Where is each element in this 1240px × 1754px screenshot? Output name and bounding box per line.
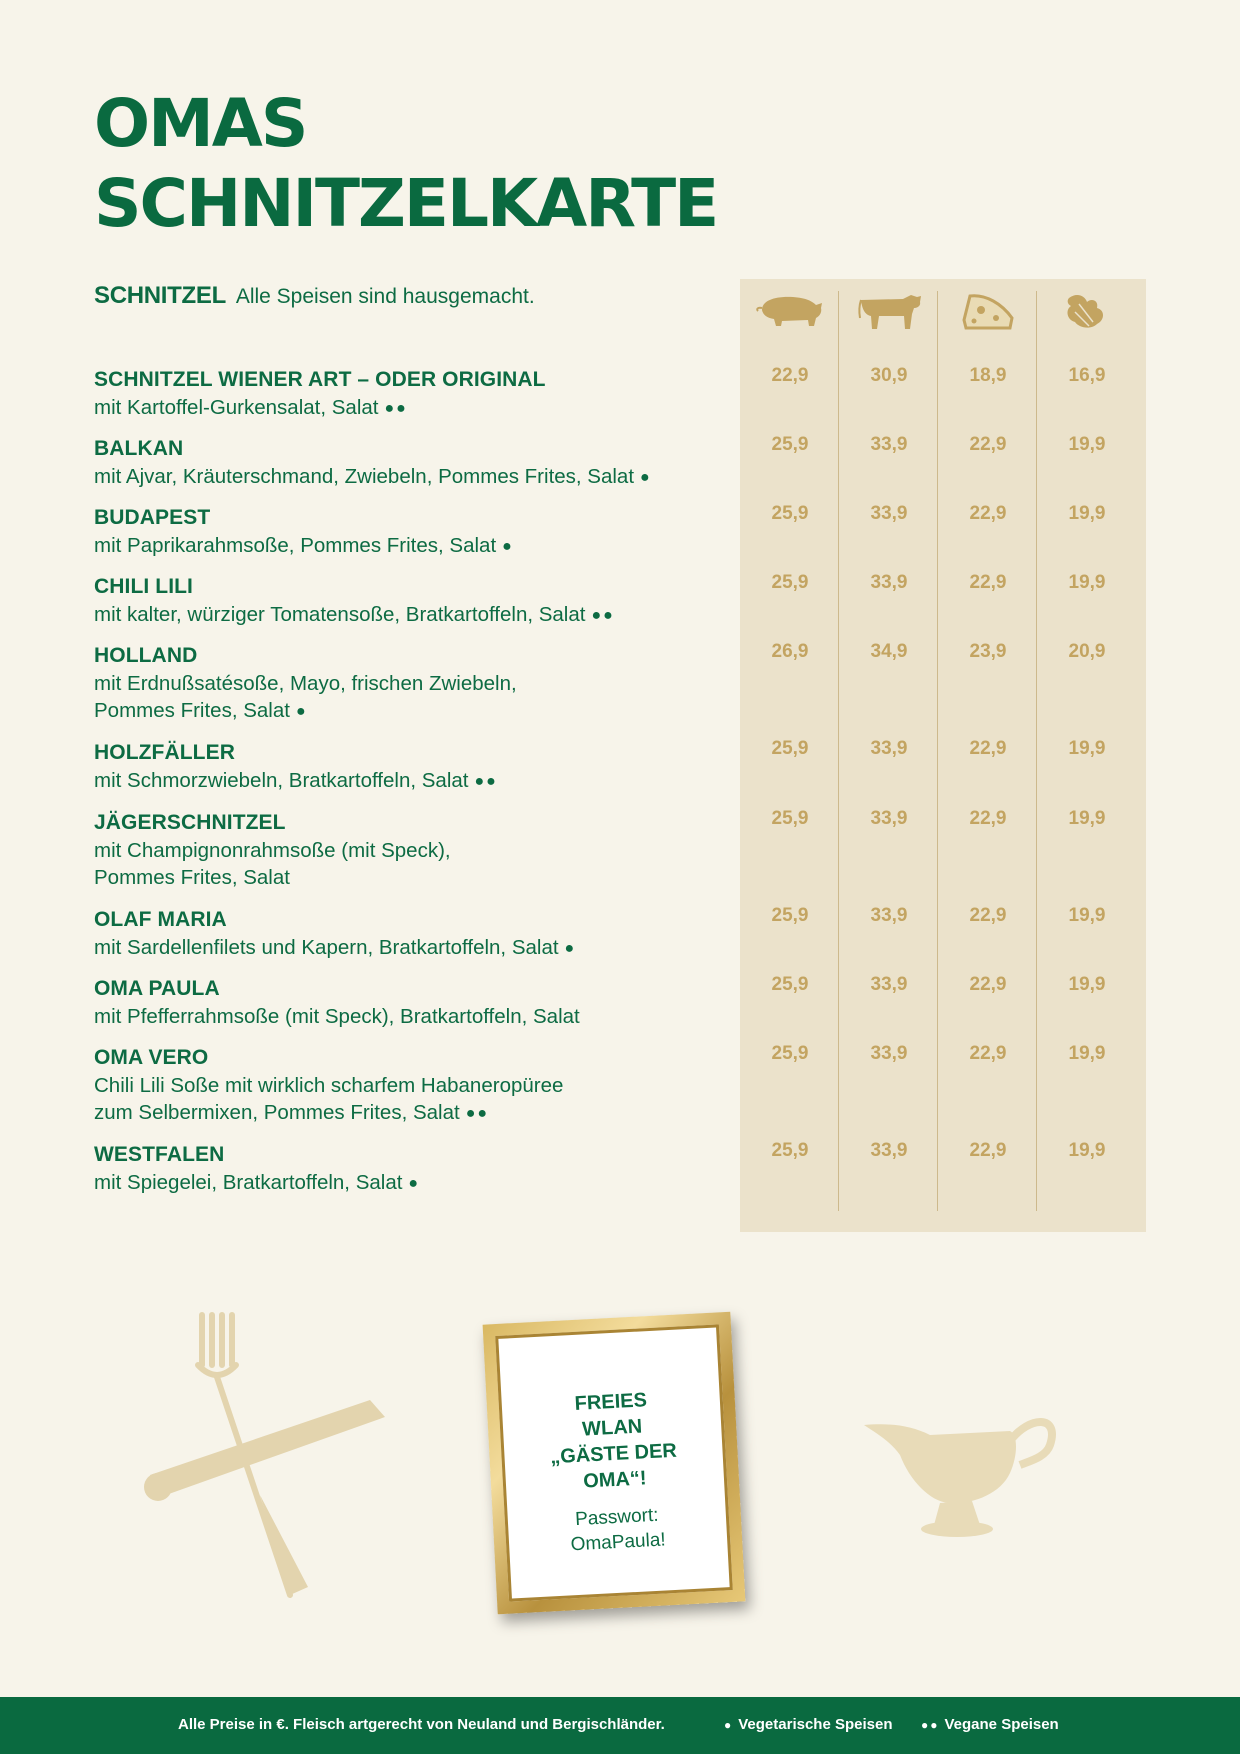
section-header <box>94 282 535 310</box>
price-vegan: 19,9 <box>1068 434 1106 455</box>
menu-item <box>94 573 734 629</box>
menu-item-name: OLAF MARIA <box>94 908 227 931</box>
legend-vegetarian <box>724 1716 893 1733</box>
price-pork: 25,9 <box>771 905 809 926</box>
menu-item-name: SCHNITZEL WIENER ART – ODER ORIGINAL <box>94 368 546 391</box>
price-row <box>740 808 1146 836</box>
menu-item-description <box>94 1169 734 1198</box>
wifi-frame <box>483 1312 746 1615</box>
vegetarian-dot-icon: ● <box>502 537 514 555</box>
menu-item <box>94 1141 734 1197</box>
menu-item <box>94 366 734 422</box>
price-row <box>740 1043 1146 1071</box>
menu-item-description-text: Chili Lili Soße mit wirklich scharfem Habaneropüree zum Selbermixen, Pommes Frites, Salat <box>94 1073 564 1124</box>
vegetarian-dot-icon: ● <box>724 1718 734 1732</box>
price-cheese: 23,9 <box>969 641 1007 662</box>
menu-item-description <box>94 601 734 630</box>
wifi-title: FREIES WLAN „GÄSTE DER OMA“! <box>549 1389 678 1493</box>
price-row <box>740 572 1146 600</box>
legend-vegetarian-label: Vegetarische Speisen <box>738 1716 893 1733</box>
wifi-password: Passwort: OmaPaula! <box>570 1504 667 1556</box>
vegetarian-dot-icon: ● <box>295 703 308 720</box>
vegan-dots-icon: ●● <box>465 1105 490 1122</box>
vegan-dots-icon: ●● <box>591 606 615 624</box>
price-cheese: 22,9 <box>969 503 1007 524</box>
price-cheese: 18,9 <box>969 365 1007 386</box>
price-row <box>740 905 1146 933</box>
menu-item-description-text: mit Pfefferrahmsoße (mit Speck), Bratkartoffeln, Salat <box>94 1004 580 1028</box>
footer-note: Alle Preise in €. Fleisch artgerecht von Neuland und Bergischländer. <box>178 1716 665 1733</box>
price-vegan: 16,9 <box>1068 365 1106 386</box>
menu-item <box>94 906 734 962</box>
price-vegan: 19,9 <box>1068 808 1106 829</box>
price-cheese: 22,9 <box>969 1043 1007 1064</box>
footer-bar <box>0 1697 1240 1754</box>
price-pork: 25,9 <box>771 974 809 995</box>
menu-item-description-text: mit Paprikarahmsoße, Pommes Frites, Salat <box>94 533 497 557</box>
menu-item-description <box>94 837 734 892</box>
price-beef: 33,9 <box>870 974 908 995</box>
menu-item-description-text: mit Erdnußsatésoße, Mayo, frischen Zwiebeln, Pommes Frites, Salat <box>94 671 517 722</box>
menu-item <box>94 504 734 560</box>
title-line-1: OMAS <box>94 85 307 162</box>
price-pork: 25,9 <box>771 572 809 593</box>
menu-item-name: OMA PAULA <box>94 977 220 1000</box>
fork-knife-icon <box>140 1305 430 1605</box>
menu-item-description <box>94 670 734 726</box>
price-row <box>740 738 1146 766</box>
menu-item <box>94 435 734 491</box>
menu-item-description-text: mit Spiegelei, Bratkartoffeln, Salat <box>94 1170 403 1194</box>
menu-item-name: HOLZFÄLLER <box>94 741 235 764</box>
vegetable-icon <box>1035 288 1135 332</box>
menu-item <box>94 975 734 1030</box>
menu-item <box>94 1044 734 1128</box>
price-beef: 30,9 <box>870 365 908 386</box>
price-beef: 33,9 <box>870 1140 908 1161</box>
legend-vegan-label: Vegane Speisen <box>944 1716 1059 1733</box>
price-beef: 33,9 <box>870 808 908 829</box>
price-beef: 33,9 <box>870 503 908 524</box>
price-row <box>740 434 1146 462</box>
price-vegan: 20,9 <box>1068 641 1106 662</box>
price-row <box>740 503 1146 531</box>
menu-item-name: HOLLAND <box>94 644 198 667</box>
page-title <box>94 84 717 244</box>
menu-item-description-text: mit Sardellenfilets und Kapern, Bratkartoffeln, Salat <box>94 935 559 959</box>
price-pork: 25,9 <box>771 738 809 759</box>
price-row <box>740 1140 1146 1168</box>
menu-item-name: OMA VERO <box>94 1046 209 1069</box>
menu-item-description <box>94 394 734 423</box>
pig-icon <box>738 288 838 332</box>
price-beef: 33,9 <box>870 1043 908 1064</box>
menu-item-description <box>94 1072 734 1128</box>
menu-item <box>94 739 734 795</box>
menu-item-name: WESTFALEN <box>94 1143 225 1166</box>
price-vegan: 19,9 <box>1068 503 1106 524</box>
price-pork: 25,9 <box>771 1043 809 1064</box>
menu-item-name: BUDAPEST <box>94 506 211 529</box>
price-cheese: 22,9 <box>969 738 1007 759</box>
price-beef: 33,9 <box>870 572 908 593</box>
menu-item-description <box>94 1003 734 1031</box>
vegetarian-dot-icon: ● <box>408 1174 421 1192</box>
menu-item-name: BALKAN <box>94 437 184 460</box>
price-vegan: 19,9 <box>1068 1043 1106 1064</box>
menu-item-name: CHILI LILI <box>94 575 193 598</box>
gravy-boat-icon <box>860 1395 1060 1555</box>
menu-item-description <box>94 934 734 963</box>
section-subtitle: Alle Speisen sind hausgemacht. <box>235 285 535 308</box>
price-pork: 25,9 <box>771 503 809 524</box>
legend-vegan <box>921 1716 1059 1733</box>
menu-item-description <box>94 532 734 561</box>
price-row <box>740 641 1146 669</box>
price-cheese: 22,9 <box>969 1140 1007 1161</box>
price-beef: 33,9 <box>870 738 908 759</box>
price-cheese: 22,9 <box>969 808 1007 829</box>
price-beef: 33,9 <box>870 434 908 455</box>
vegetarian-dot-icon: ● <box>640 468 652 486</box>
price-vegan: 19,9 <box>1068 572 1106 593</box>
price-pork: 22,9 <box>771 365 809 386</box>
price-row <box>740 974 1146 1002</box>
price-pork: 26,9 <box>771 641 809 662</box>
vegan-dots-icon: ●● <box>921 1718 940 1732</box>
menu-item <box>94 809 734 892</box>
price-cheese: 22,9 <box>969 974 1007 995</box>
vegan-dots-icon: ●● <box>384 399 408 417</box>
wifi-card <box>495 1324 733 1601</box>
price-pork: 25,9 <box>771 1140 809 1161</box>
cheese-icon <box>936 288 1036 332</box>
cow-icon <box>837 288 937 332</box>
price-pork: 25,9 <box>771 434 809 455</box>
menu-item-description-text: mit Champignonrahmsoße (mit Speck), Pommes Frites, Salat <box>94 838 451 889</box>
menu-item-description-text: mit Kartoffel-Gurkensalat, Salat <box>94 395 379 419</box>
price-beef: 34,9 <box>870 641 908 662</box>
price-vegan: 19,9 <box>1068 738 1106 759</box>
price-cheese: 22,9 <box>969 434 1007 455</box>
price-row <box>740 365 1146 393</box>
price-cheese: 22,9 <box>969 905 1007 926</box>
menu-item-description <box>94 767 734 796</box>
menu-item <box>94 642 734 726</box>
menu-item-name: JÄGERSCHNITZEL <box>94 811 286 834</box>
price-vegan: 19,9 <box>1068 974 1106 995</box>
menu-item-description <box>94 463 734 492</box>
menu-item-description-text: mit Ajvar, Kräuterschmand, Zwiebeln, Pommes Frites, Salat <box>94 464 635 488</box>
price-vegan: 19,9 <box>1068 1140 1106 1161</box>
vegetarian-dot-icon: ● <box>564 939 577 957</box>
price-beef: 33,9 <box>870 905 908 926</box>
title-line-2: SCHNITZELKARTE <box>94 165 718 242</box>
price-pork: 25,9 <box>771 808 809 829</box>
price-cheese: 22,9 <box>969 572 1007 593</box>
vegan-dots-icon: ●● <box>474 772 498 790</box>
menu-item-description-text: mit kalter, würziger Tomatensoße, Bratkartoffeln, Salat <box>94 602 586 626</box>
menu-item-description-text: mit Schmorzwiebeln, Bratkartoffeln, Salat <box>94 768 469 792</box>
price-vegan: 19,9 <box>1068 905 1106 926</box>
section-title: SCHNITZEL <box>94 282 226 309</box>
